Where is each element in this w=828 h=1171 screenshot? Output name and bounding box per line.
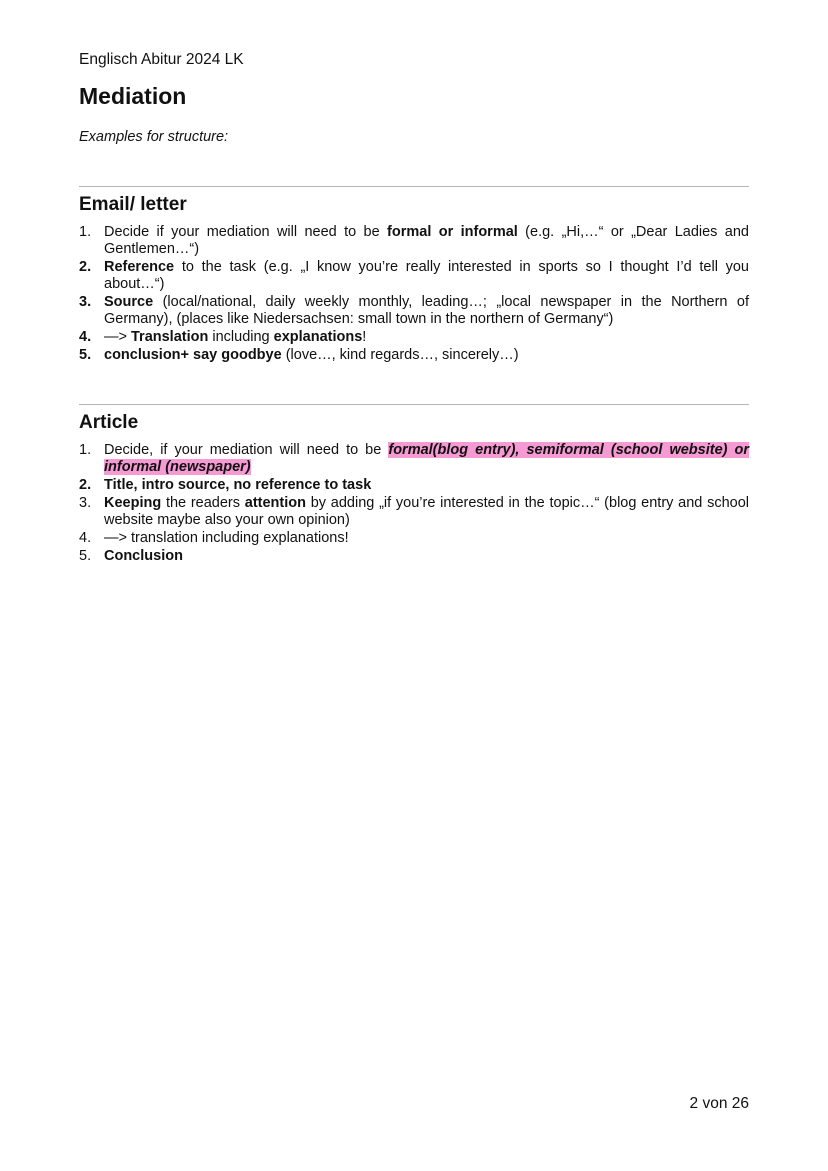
section-heading-email: Email/ letter (79, 194, 187, 215)
list-item (79, 530, 749, 547)
email-letter-section (79, 186, 749, 365)
item-text: to the task (e.g. „I know you’re really interested in sports so I thought I’d tell you about…“) (104, 259, 749, 293)
item-bold-text: explanations (273, 329, 363, 345)
list-item (79, 548, 749, 565)
list-item (79, 477, 749, 494)
section-heading-article: Article (79, 412, 139, 433)
item-number: 4. (79, 529, 92, 546)
item-text: —> translation including explanations! (104, 529, 349, 546)
item-bold-text: Source (104, 294, 154, 310)
item-text: —> (104, 329, 131, 345)
list-item (79, 442, 749, 476)
page-number: 2 von 26 (689, 1095, 749, 1112)
item-bold-text: conclusion+ say goodbye (104, 346, 282, 363)
section-divider (79, 186, 749, 187)
document-page (79, 0, 749, 1171)
item-text: Decide if your mediation will need to be (104, 224, 388, 240)
item-bold-text: Title, intro source, no reference to task (104, 477, 372, 493)
item-number: 1. (79, 224, 92, 240)
highlighted-text: formal(blog entry), semiformal (school website) or informal (newspaper) (104, 442, 750, 476)
course-label: Englisch Abitur 2024 LK (79, 51, 244, 68)
item-text: (e.g. „Hi,…“ or „Dear Ladies and Gentlemen…“) (104, 224, 749, 258)
list-item (79, 259, 749, 293)
item-bold-text: Conclusion (104, 547, 183, 564)
item-text: by adding „if you’re interested in the topic…“ (blog entry and school website maybe also your own opinion) (104, 494, 749, 528)
list-item (79, 294, 749, 328)
page-title: Mediation (79, 83, 187, 109)
item-text: (love…, kind regards…, sincerely…) (281, 346, 519, 363)
article-steps-list (79, 442, 749, 565)
item-bold-text: Reference (104, 259, 175, 275)
item-text: the readers (161, 494, 245, 511)
item-text: Decide, if your mediation will need to be (104, 442, 389, 458)
article-section (79, 404, 749, 565)
item-bold-text: Keeping (104, 494, 162, 511)
item-bold-text: Translation (131, 329, 209, 345)
item-text: (local/national, daily weekly monthly, leading…; „local newspaper in the Northern of Germany), (places like Niedersachsen: small town in the northern of Germany“) (104, 294, 749, 328)
item-number: 3. (79, 494, 92, 511)
item-number: 2. (79, 259, 92, 275)
item-text: including (208, 329, 274, 345)
item-bold-text: formal or informal (387, 224, 518, 240)
item-number: 5. (79, 547, 92, 564)
item-number: 5. (79, 346, 92, 363)
item-number: 1. (79, 442, 92, 458)
item-number: 3. (79, 294, 92, 310)
list-item (79, 224, 749, 258)
list-item (79, 347, 749, 364)
item-bold-text: attention (244, 494, 306, 511)
page-subtitle: Examples for structure: (79, 129, 229, 145)
list-item (79, 495, 749, 529)
list-item (79, 329, 749, 346)
section-divider (79, 404, 749, 405)
item-text: ! (362, 329, 367, 345)
email-steps-list (79, 224, 749, 364)
item-number: 4. (79, 329, 92, 345)
item-number: 2. (79, 477, 92, 493)
